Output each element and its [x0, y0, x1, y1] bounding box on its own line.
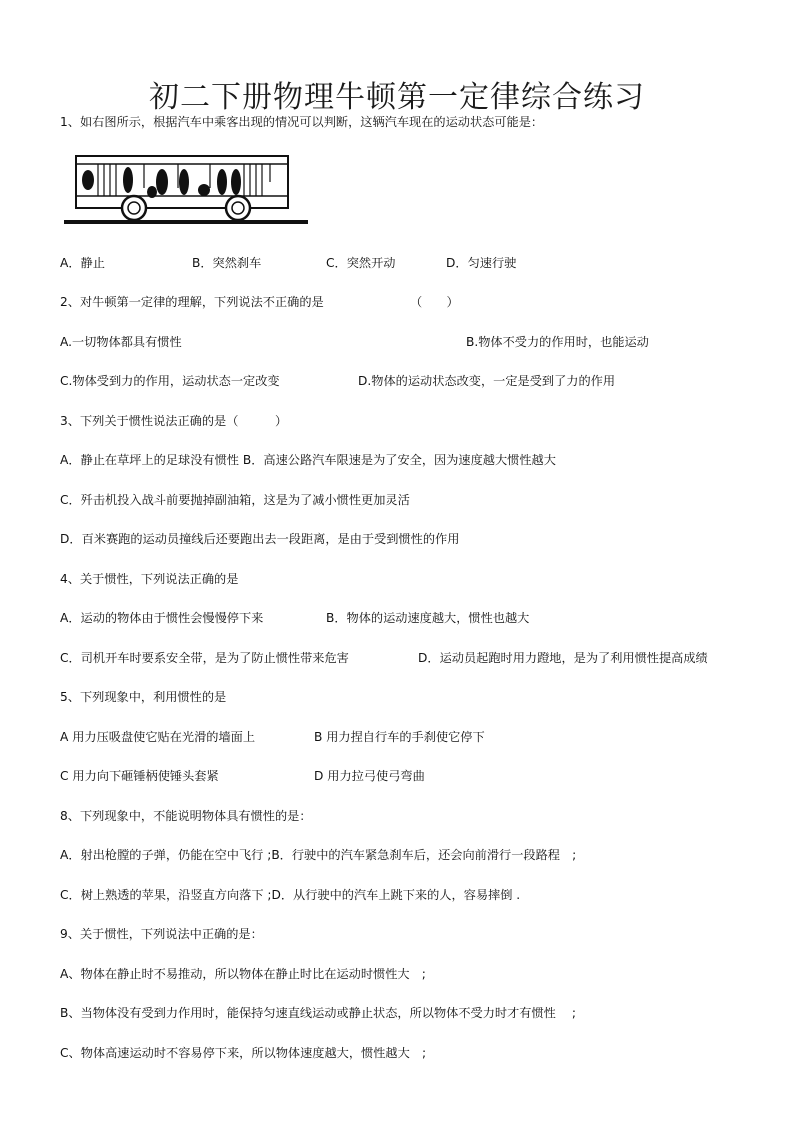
q1-option-d: D．匀速行驶	[446, 256, 517, 270]
q3-option-ab: A．静止在草坪上的足球没有惯性 B．高速公路汽车限速是为了安全，因为速度越大惯性越大	[60, 453, 556, 467]
question-3-stem: 3、下列关于惯性说法正确的是（ ）	[60, 414, 288, 428]
question-9-stem: 9、关于惯性，下列说法中正确的是：	[60, 927, 263, 941]
q5-option-d: D 用力拉弓使弓弯曲	[314, 769, 425, 783]
q8-option-cd: C．树上熟透的苹果，沿竖直方向落下 ;D．从行驶中的汽车上跳下来的人，容易摔倒 .	[60, 888, 521, 902]
q1-option-a: A．静止	[60, 256, 105, 270]
question-5-stem: 5、下列现象中，利用惯性的是	[60, 690, 227, 704]
page-title: 初二下册物理牛顿第一定律综合练习	[149, 80, 645, 115]
q5-option-a: A 用力压吸盘使它贴在光滑的墙面上	[60, 730, 256, 744]
q4-option-a: A．运动的物体由于惯性会慢慢停下来	[60, 611, 264, 625]
q2-option-c: C.物体受到力的作用，运动状态一定改变	[60, 374, 280, 388]
bus-illustration	[64, 152, 308, 226]
q5-option-c: C 用力向下砸锤柄使锤头套紧	[60, 769, 219, 783]
bus-icon	[64, 152, 308, 226]
question-8-stem: 8、下列现象中，不能说明物体具有惯性的是：	[60, 809, 312, 823]
q9-option-c: C、物体高速运动时不容易停下来，所以物体速度越大，惯性越大 ;	[60, 1046, 427, 1060]
q9-option-b: B、当物体没有受到力作用时，能保持匀速直线运动或静止状态，所以物体不受力时才有惯性 ;	[60, 1006, 577, 1020]
q2-answer-blank: （ ）	[410, 295, 459, 309]
q1-option-b: B．突然刹车	[192, 256, 262, 270]
q1-option-c: C．突然开动	[326, 256, 396, 270]
q2-option-b: B.物体不受力的作用时，也能运动	[466, 335, 649, 349]
q8-option-ab: A．射出枪膛的子弹，仍能在空中飞行 ;B．行驶中的汽车紧急刹车后，还会向前滑行一段路程 ;	[60, 848, 577, 862]
q5-option-b: B 用力捏自行车的手刹使它停下	[314, 730, 485, 744]
question-4-stem: 4、关于惯性，下列说法正确的是	[60, 572, 239, 586]
q2-option-a: A.一切物体都具有惯性	[60, 335, 182, 349]
q3-option-c: C．歼击机投入战斗前要抛掉副油箱，这是为了减小惯性更加灵活	[60, 493, 410, 507]
q4-option-d: D．运动员起跑时用力蹬地，是为了利用惯性提高成绩	[418, 651, 708, 665]
q2-option-d: D.物体的运动状态改变，一定是受到了力的作用	[358, 374, 616, 388]
q9-option-a: A、物体在静止时不易推动，所以物体在静止时比在运动时惯性大 ;	[60, 967, 426, 981]
question-1-stem: 1、如右图所示，根据汽车中乘客出现的情况可以判断，这辆汽车现在的运动状态可能是：	[60, 115, 544, 129]
question-2-stem: 2、对牛顿第一定律的理解，下列说法不正确的是	[60, 295, 324, 309]
q4-option-b: B．物体的运动速度越大，惯性也越大	[326, 611, 530, 625]
q3-option-d: D．百米赛跑的运动员撞线后还要跑出去一段距离，是由于受到惯性的作用	[60, 532, 460, 546]
q4-option-c: C．司机开车时要系安全带，是为了防止惯性带来危害	[60, 651, 349, 665]
